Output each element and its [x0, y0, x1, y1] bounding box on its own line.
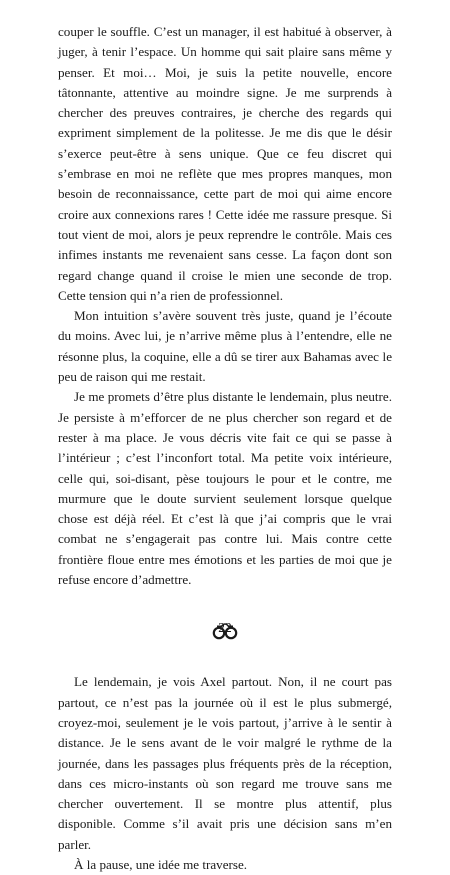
book-page	[58, 22, 392, 875]
paragraph: Mon intuition s’avère souvent très juste, quand je l’écoute du moins. Avec lui, je n’arrive même plus à l’entendre, elle ne résonne plus, la coquine, elle a dû se tirer aux Bahamas avec le peu de raison qui me restait.	[58, 308, 392, 385]
paragraph: À la pause, une idée me traverse.	[74, 856, 248, 872]
paragraph: Le lendemain, je vois Axel partout. Non, il ne court pas partout, ce n’est pas la journée où il est le plus submergé, croyez-moi, seulement je le vois partout, j’arrive à le sentir à distance. Je le sens avant de le voir malgré le rythme de la journée, dans les passages plus fréquents près de la réception, dans ces micro-instants où son regard me trouve sans me chercher ouvertement. Il se montre plus attentif, plus disponible. Comme s’il avait pris une décision sans m’en parler.	[58, 674, 392, 852]
paragraph: Je me promets d’être plus distante le lendemain, plus neutre. Je persiste à m’efforcer de ne plus chercher son regard et de rester à ma place. Je vous décris vite fait ce qui se passe à l’intérieur ; c’est l’inconfort total. Ma petite voix intérieure, celle qui, soi-disant, pèse toujours le pour et le contre, me murmure que le doute survient seulement lorsque quelque chose est déjà réel. Et c’est là que j’ai compris que le vrai combat ne s’engagerait pas contre lui. Mais contre cette frontière floue entre mes émotions et les parties de moi que je refuse encore d’admettre.	[58, 389, 392, 588]
paragraph: couper le souffle. C’est un manager, il est habitué à observer, à juger, à tenir l’espace. Un homme qui sait plaire sans même y penser. Et moi… Moi, je suis la petite nouvelle, encore tâtonnante, attentive au moindre signe. Je me surprends à chercher des preuves contraires, je cherche des regards qui expriment simplement de la politesse. Je me dis que le désir s’exerce peut-être à sens unique. Que ce feu discret qui s’embrase en moi ne reflète que mes propres manques, mon besoin de reconnaissance, cette part de moi qui aime encore croire aux connexions rares ! Cette idée me rassure presque. Si tout vient de moi, alors je peux reprendre le contrôle. Mais ces infimes instants me revenaient sans cesse. La façon dont son regard change quand il croise le mien une seconde de trop. Cette tension qui n’a rien de professionnel.	[58, 24, 392, 303]
page-number: 22	[218, 620, 232, 635]
